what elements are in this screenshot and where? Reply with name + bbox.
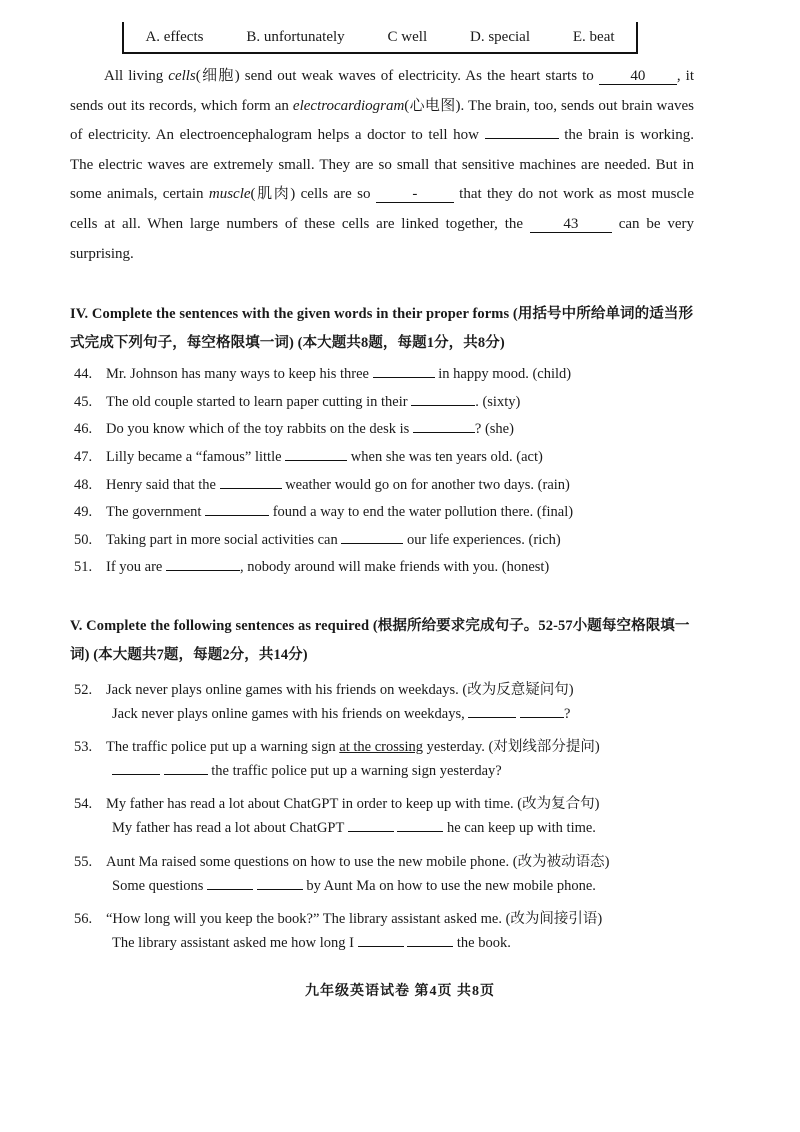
passage-text: , [676, 68, 681, 84]
section-4-title: IV. Complete the sentences with the given words in their proper forms (用括号中所给单词的适当形式完成下列句子，每空格限填一词) (本大题共8题，每题1分，共8分) [70, 306, 694, 351]
answer-blank[interactable] [520, 717, 564, 718]
answer-text: My father has read a lot about ChatGPT [112, 820, 348, 836]
question-number: 56. [74, 911, 93, 927]
answer-text: the book. [453, 935, 511, 951]
answer-blank[interactable] [112, 774, 160, 775]
passage-text: send out weak waves of electricity. As the heart starts to [239, 68, 599, 84]
question-text: “How long will you keep the book?” The library assistant asked me. (改为间接引语) [106, 911, 603, 927]
word-options-box [122, 22, 638, 54]
answer-blank[interactable] [257, 889, 303, 890]
question-text: our life experiences. (rich) [403, 532, 561, 548]
answer-blank[interactable] [207, 889, 253, 890]
question-number: 55. [74, 854, 93, 870]
question-text: Jack never plays online games with his friends on weekdays. (改为反意疑问句) [106, 682, 574, 698]
page-footer: 九年级英语试卷 第4页 共8页 [305, 984, 495, 999]
question-53 [74, 735, 600, 756]
question-text: Mr. Johnson has many ways to keep his three [106, 366, 373, 382]
question-number: 45. [74, 394, 93, 410]
question-text: My father has read a lot about ChatGPT in order to keep up with time. (改为复合句) [106, 796, 600, 812]
question-45 [74, 394, 520, 411]
answer-blank[interactable] [341, 543, 403, 544]
answer-blank[interactable] [205, 515, 269, 516]
question-text: Aunt Ma raised some questions on how to use the new mobile phone. (改为被动语态) [106, 854, 610, 870]
question-51 [74, 559, 549, 576]
question-44 [74, 366, 571, 383]
question-54 [74, 792, 599, 813]
answer-blank[interactable] [407, 946, 453, 947]
question-text: weather would go on for another two days. (rain) [281, 477, 570, 493]
answer-text: The library assistant asked me how long I [112, 935, 358, 951]
passage-text: it sends out its records, which form an [70, 68, 694, 114]
answer-blank[interactable] [358, 946, 404, 947]
question-number: 51. [74, 559, 93, 575]
question-text: found a way to end the water pollution there. (final) [269, 504, 574, 520]
option-d: D. special [470, 28, 530, 45]
answer-blank[interactable] [468, 717, 516, 718]
question-number: 44. [74, 366, 93, 382]
answer-blank[interactable] [413, 432, 475, 433]
underlined-phrase: at the crossing [339, 739, 424, 755]
answer-blank[interactable] [166, 570, 240, 571]
question-text: Lilly became a “famous” little [106, 449, 286, 465]
cloze-passage [70, 62, 694, 269]
passage-term: cells [168, 68, 196, 84]
question-text: when she was ten years old. (act) [347, 449, 543, 465]
question-number: 53. [74, 739, 93, 755]
passage-text: . The brain, too, sends out brain waves of electricity. An electroencephalogram helps a doctor to tell how [70, 97, 694, 144]
question-text: Do you know which of the toy rabbits on the desk is [106, 421, 413, 437]
question-47 [74, 449, 543, 466]
question-48 [74, 477, 570, 494]
question-52 [74, 678, 574, 699]
answer-text: by Aunt Ma on how to use the new mobile phone. [302, 878, 596, 894]
option-a: A. effects [145, 28, 204, 45]
answer-blank[interactable] [348, 831, 394, 832]
question-text: Taking part in more social activities can [106, 532, 342, 548]
passage-text: cells are so [295, 186, 376, 203]
question-number: 52. [74, 682, 93, 698]
answer-text: Jack never plays online games with his friends on weekdays, [112, 706, 469, 722]
answer-blank[interactable] [285, 460, 347, 461]
question-50 [74, 532, 561, 549]
question-52-answer [112, 706, 570, 723]
question-54-answer [112, 820, 596, 837]
passage-term: muscle [208, 186, 251, 203]
question-text: The old couple started to learn paper cutting in their [106, 394, 412, 410]
option-e: E. beat [572, 28, 615, 45]
passage-text: (细胞) [195, 68, 240, 84]
question-55-answer [112, 878, 596, 895]
answer-blank[interactable] [220, 488, 282, 489]
blank-42[interactable]: - [376, 186, 454, 203]
question-number: 50. [74, 532, 93, 548]
blank-43[interactable]: 43 [530, 216, 612, 233]
passage-text: that they do not work as most muscle cells at all. When large numbers of these cells are linked together, the [70, 186, 694, 232]
option-c: C well [387, 28, 428, 45]
question-number: 47. [74, 449, 93, 465]
answer-text: Some questions [112, 878, 208, 894]
question-text: The traffic police put up a warning sign [106, 739, 340, 755]
answer-blank[interactable] [373, 377, 435, 378]
answer-text: ? [564, 706, 571, 722]
blank-41[interactable] [485, 138, 559, 139]
question-number: 54. [74, 796, 93, 812]
question-55 [74, 850, 609, 871]
blank-40[interactable]: 40 [599, 68, 677, 85]
question-number: 48. [74, 477, 93, 493]
option-b: B. unfortunately [246, 28, 345, 45]
passage-term: electrocardiogram [292, 97, 405, 114]
section-5-title: V. Complete the following sentences as required (根据所给要求完成句子。52-57小题每空格限填一词) (本大题共7题，每题2分，共14分) [70, 618, 690, 663]
question-text: in happy mood. (child) [434, 366, 572, 382]
question-text: yesterday. (对划线部分提问) [423, 739, 600, 755]
question-49 [74, 504, 573, 521]
question-53-answer [112, 763, 502, 780]
answer-text: the traffic police put up a warning sign yesterday? [207, 763, 502, 779]
question-text: If you are [106, 559, 166, 575]
passage-text: the brain is working. The electric waves are extremely small. They are so small that sensitive machines are needed. But in some animals, certain [70, 127, 694, 203]
question-number: 49. [74, 504, 93, 520]
answer-blank[interactable] [164, 774, 208, 775]
question-46 [74, 421, 514, 438]
answer-blank[interactable] [411, 405, 475, 406]
passage-text: All living [104, 68, 169, 84]
passage-text: (肌肉) [250, 186, 296, 203]
passage-text: (心电图) [404, 97, 461, 114]
question-text: , nobody around will make friends with you. (honest) [239, 559, 550, 575]
answer-text: he can keep up with time. [443, 820, 596, 836]
question-text: ? (she) [474, 421, 514, 437]
question-56-answer [112, 935, 511, 952]
question-text: . (sixty) [475, 394, 521, 410]
question-number: 46. [74, 421, 93, 437]
question-text: The government [106, 504, 206, 520]
passage-text: can be very surprising. [70, 215, 694, 262]
answer-blank[interactable] [397, 831, 443, 832]
question-text: Henry said that the [106, 477, 220, 493]
question-56 [74, 907, 602, 928]
